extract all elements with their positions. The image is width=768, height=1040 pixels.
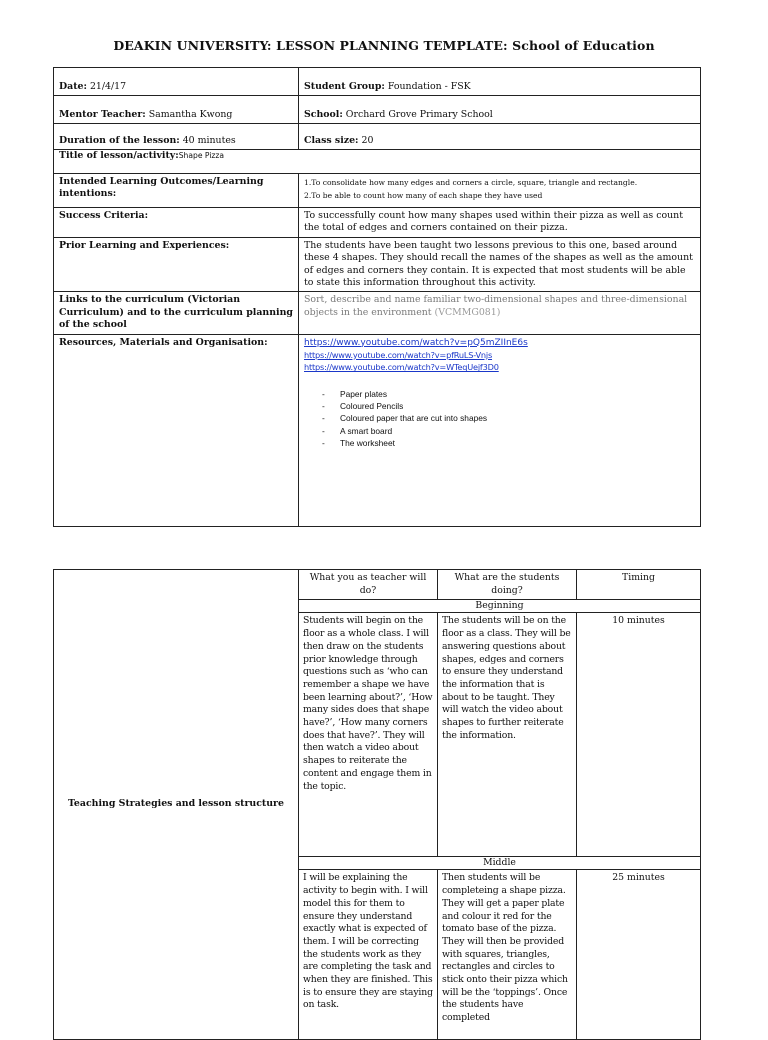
ilo-item: 1.To consolidate how many edges and corners a circle, square, triangle and rectangle. [304,178,638,187]
timing-column-header: Timing [577,570,701,600]
resource-item: - The worksheet [322,437,695,449]
document-title-bold: DEAKIN UNIVERSITY: LESSON PLANNING TEMPLATE: [113,38,508,53]
date-label: Date: [59,80,87,92]
middle-timing: 25 minutes [577,870,701,1040]
mentor-value: Samantha Kwong [145,108,233,120]
lesson-title-value: Shape Pizza [178,151,225,160]
lesson-info-table [53,67,701,527]
student-group-label: Student Group: [304,80,385,92]
date-value: 21/4/17 [86,80,127,92]
resources-cell [299,334,701,526]
school-cell [299,96,701,124]
students-column-header: What are the students doing? [438,570,577,600]
mentor-cell [54,96,299,124]
student-group-value: Foundation - FSK [384,80,471,92]
lesson-structure-table [53,569,701,1040]
ilo-label: Intended Learning Outcomes/Learning intentions: [54,174,299,208]
resource-item: - A smart board [322,425,695,437]
middle-teacher-text: I will be explaining the activity to begin with. I will model this for them to ensure they understand exactly what is expected of them. I will be correcting the students work as they are completing the task and when they are finished. This is to ensure they are staying on task. [299,870,438,1040]
resource-item: - Coloured paper that are cut into shapes [322,412,695,424]
class-size-value: 20 [358,134,374,146]
date-cell [54,68,299,96]
ilo-cell [299,174,701,208]
class-size-label: Class size: [304,134,359,146]
prior-value: The students have been taught two lessons previous to this one, based around these 4 shapes. They should recall the names of the shapes as well as the amount of edges and corners they contain. It is expected that most students will be able to state this information throughout this activity. [299,237,701,292]
curriculum-code: (VCMMG081) [434,306,501,318]
beginning-timing: 10 minutes [577,613,701,857]
curriculum-cell [299,292,701,334]
lesson-title-label: Title of lesson/activity: [59,150,179,161]
phase-beginning-label: Beginning [299,600,701,613]
resource-item: - Paper plates [322,388,695,400]
prior-label: Prior Learning and Experiences: [54,237,299,292]
resource-link[interactable]: https://www.youtube.com/watch?v=pfRuLS-Vnjs [304,350,493,361]
resource-list [304,388,695,449]
resource-item: - Coloured Pencils [322,400,695,412]
curriculum-value: Sort, describe and name familiar two-dimensional shapes and three-dimensional objects in the environment [304,294,688,318]
success-value: To successfully count how many shapes used within their pizza as well as count the total of edges and corners contained on their pizza. [299,208,701,238]
school-value: Orchard Grove Primary School [342,108,493,120]
middle-students-text: Then students will be completeing a shape pizza. They will get a paper plate and colour it red for the tomato base of the pizza. They will then be provided with squares, triangles, rectangles and circles to stick onto their pizza which will be the ‘toppings’. Once the students have completed [438,870,577,1040]
resource-link[interactable]: https://www.youtube.com/watch?v=WTeqUejf3D0 [304,362,499,373]
ilo-item: 2.To be able to count how many of each shape they have used [304,191,543,200]
teacher-column-header: What you as teacher will do? [299,570,438,600]
document-title [0,38,768,53]
resource-link[interactable]: https://www.youtube.com/watch?v=pQ5mZIInE6s [304,337,528,348]
duration-value: 40 minutes [179,134,236,146]
strategies-label: Teaching Strategies and lesson structure [54,570,299,1040]
duration-cell [54,124,299,150]
document-title-rest: School of Education [507,38,655,53]
phase-middle-label: Middle [299,857,701,870]
lesson-title-cell [54,150,701,174]
success-label: Success Criteria: [54,208,299,238]
class-size-cell [299,124,701,150]
resources-label: Resources, Materials and Organisation: [54,334,299,526]
curriculum-label: Links to the curriculum (Victorian Curriculum) and to the curriculum planning of the school [54,292,299,334]
duration-label: Duration of the lesson: [59,134,180,146]
beginning-teacher-text: Students will begin on the floor as a whole class. I will then draw on the students prior knowledge through questions such as ‘who can remember a shape we have been learning about?’, ‘How many sides does that shape have?’, ‘How many corners does that have?’. They will then watch a video about shapes to reiterate the content and engage them in the topic. [299,613,438,857]
school-label: School: [304,108,343,120]
beginning-students-text: The students will be on the floor as a class. They will be answering questions about shapes, edges and corners to ensure they understand the information that is about to be taught. They will watch the video about shapes to further reiterate the information. [438,613,577,857]
student-group-cell [299,68,701,96]
mentor-label: Mentor Teacher: [59,108,146,120]
